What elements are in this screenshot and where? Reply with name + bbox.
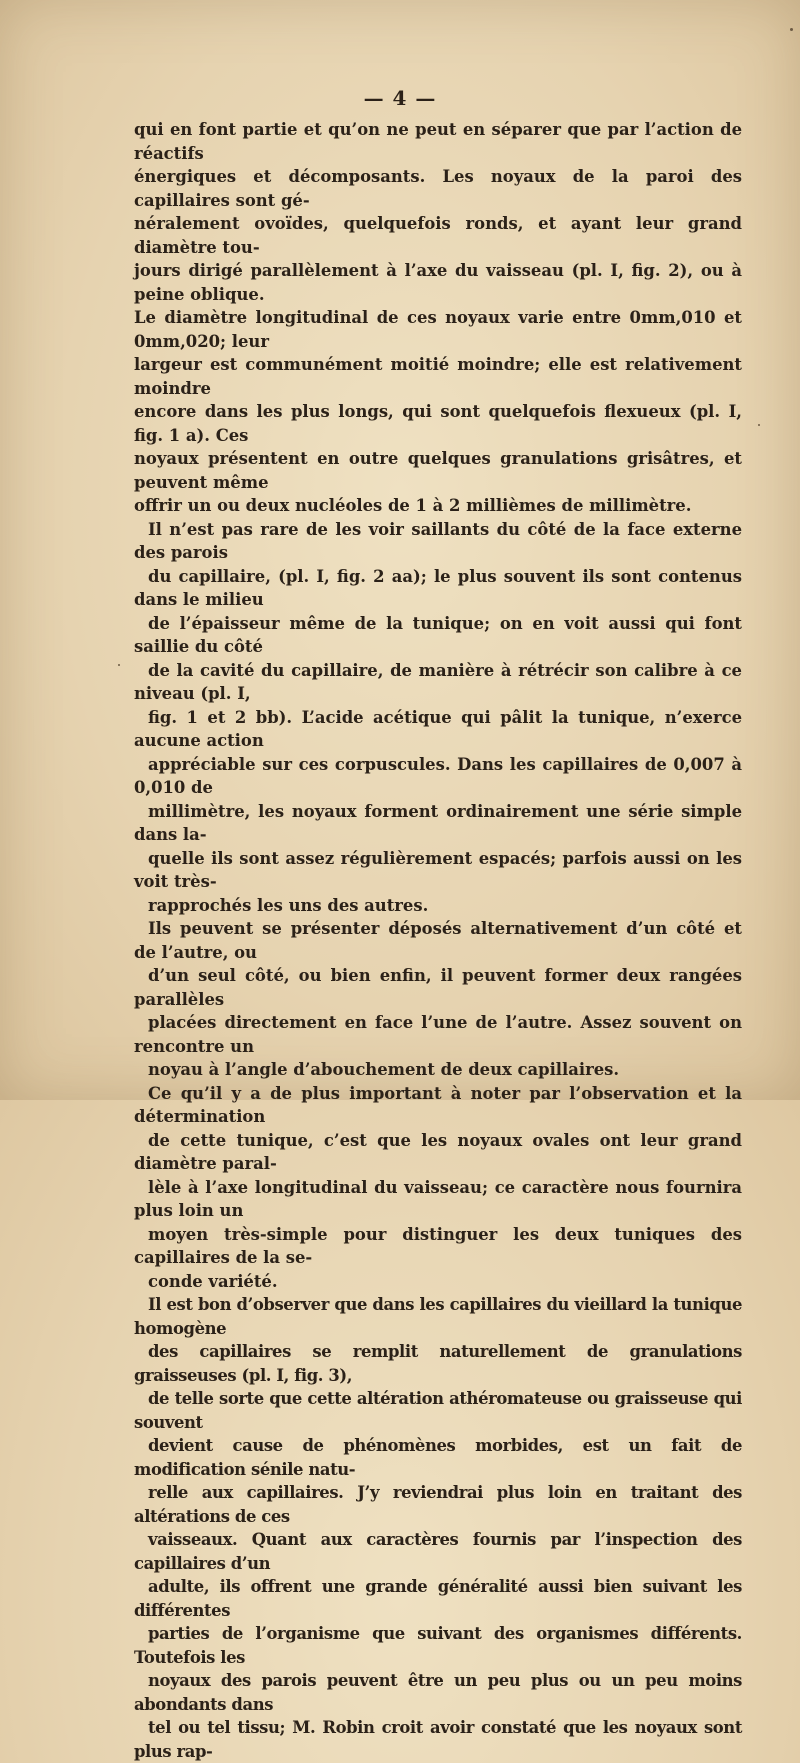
text-line: de telle sorte que cette altération athéromateuse ou graisseuse qui souvent: [134, 1389, 742, 1432]
text-line: des capillaires se remplit naturellement de granulations graisseuses (pl. I, fig. 3),: [134, 1342, 742, 1385]
text-line: d’un seul côté, ou bien enfin, il peuvent former deux rangées parallèles: [134, 966, 742, 1009]
text-line: jours dirigé parallèlement à l’axe du vaisseau (pl. I, fig. 2), ou à peine oblique.: [134, 261, 742, 304]
text-line: Le diamètre longitudinal de ces noyaux varie entre 0mm,010 et 0mm,020; leur: [134, 308, 742, 351]
text-line: Ce qu’il y a de plus important à noter par l’observation et la détermination: [134, 1083, 742, 1126]
text-line: de l’épaisseur même de la tunique; on en voit aussi qui font saillie du côté: [134, 613, 742, 656]
paragraph-4: [134, 1082, 742, 1294]
text-line: qui en font partie et qu’on ne peut en séparer que par l’action de réactifs: [134, 120, 742, 163]
text-line: appréciable sur ces corpuscules. Dans les capillaires de 0,007 à 0,010 de: [134, 754, 742, 797]
body-text: [134, 118, 742, 1763]
text-line: offrir un ou deux nucléoles de 1 à 2 millièmes de millimètre.: [134, 496, 692, 515]
paragraph-3: [134, 917, 742, 1082]
paper-speck: [118, 664, 120, 666]
text-line: de la cavité du capillaire, de manière à rétrécir son calibre à ce niveau (pl. I,: [134, 660, 742, 703]
paper-speck: [758, 424, 760, 426]
text-line: Ils peuvent se présenter déposés alternativement d’un côté et de l’autre, ou: [134, 919, 742, 962]
text-line: largeur est communément moitié moindre; elle est relativement moindre: [134, 355, 742, 398]
text-line: néralement ovoïdes, quelquefois ronds, et ayant leur grand diamètre tou-: [134, 214, 742, 257]
text-line: énergiques et décomposants. Les noyaux de la paroi des capillaires sont gé-: [134, 167, 742, 210]
text-line: Il n’est pas rare de les voir saillants du côté de la face externe des parois: [134, 519, 742, 562]
text-line: Il est bon d’observer que dans les capillaires du vieillard la tunique homogène: [134, 1295, 742, 1338]
text-line: placées directement en face l’une de l’autre. Assez souvent on rencontre un: [134, 1013, 742, 1056]
paper-speck: [790, 28, 793, 31]
text-line: encore dans les plus longs, qui sont quelquefois flexueux (pl. I, fig. 1 a). Ces: [134, 402, 742, 445]
text-line: devient cause de phénomènes morbides, est un fait de modification sénile natu-: [134, 1436, 742, 1479]
text-line: millimètre, les noyaux forment ordinairement une série simple dans la-: [134, 801, 742, 844]
paragraph-2: [134, 518, 742, 918]
text-line: de cette tunique, c’est que les noyaux ovales ont leur grand diamètre paral-: [134, 1130, 742, 1173]
text-line: quelle ils sont assez régulièrement espacés; parfois aussi on les voit très-: [134, 848, 742, 891]
text-line: relle aux capillaires. J’y reviendrai plus loin en traitant des altérations de ces: [134, 1483, 742, 1526]
page-number: — 4 —: [363, 86, 437, 110]
text-line: conde variété.: [148, 1271, 278, 1291]
text-line: noyaux des parois peuvent être un peu plus ou un peu moins abondants dans: [134, 1671, 742, 1714]
text-line: lèle à l’axe longitudinal du vaisseau; ce caractère nous fournira plus loin un: [134, 1177, 742, 1220]
text-line: tel ou tel tissu; M. Robin croit avoir constaté que les noyaux sont plus rap-: [134, 1718, 742, 1761]
text-line: parties de l’organisme que suivant des organismes différents. Toutefois les: [134, 1624, 742, 1667]
text-line: vaisseaux. Quant aux caractères fournis par l’inspection des capillaires d’un: [134, 1530, 742, 1573]
text-line: fig. 1 et 2 bb). L’acide acétique qui pâlit la tunique, n’exerce aucune action: [134, 707, 742, 750]
text-line: noyaux présentent en outre quelques granulations grisâtres, et peuvent même: [134, 449, 742, 492]
text-line: moyen très-simple pour distinguer les deux tuniques des capillaires de la se-: [134, 1224, 742, 1267]
paragraph-5: [134, 1293, 742, 1763]
text-line: noyau à l’angle d’abouchement de deux capillaires.: [148, 1060, 620, 1079]
paragraph-1: [134, 118, 742, 518]
text-line: adulte, ils offrent une grande généralité aussi bien suivant les différentes: [134, 1577, 742, 1620]
text-line: rapprochés les uns des autres.: [148, 895, 429, 915]
text-line: du capillaire, (pl. I, fig. 2 aa); le plus souvent ils sont contenus dans le milieu: [134, 566, 742, 609]
